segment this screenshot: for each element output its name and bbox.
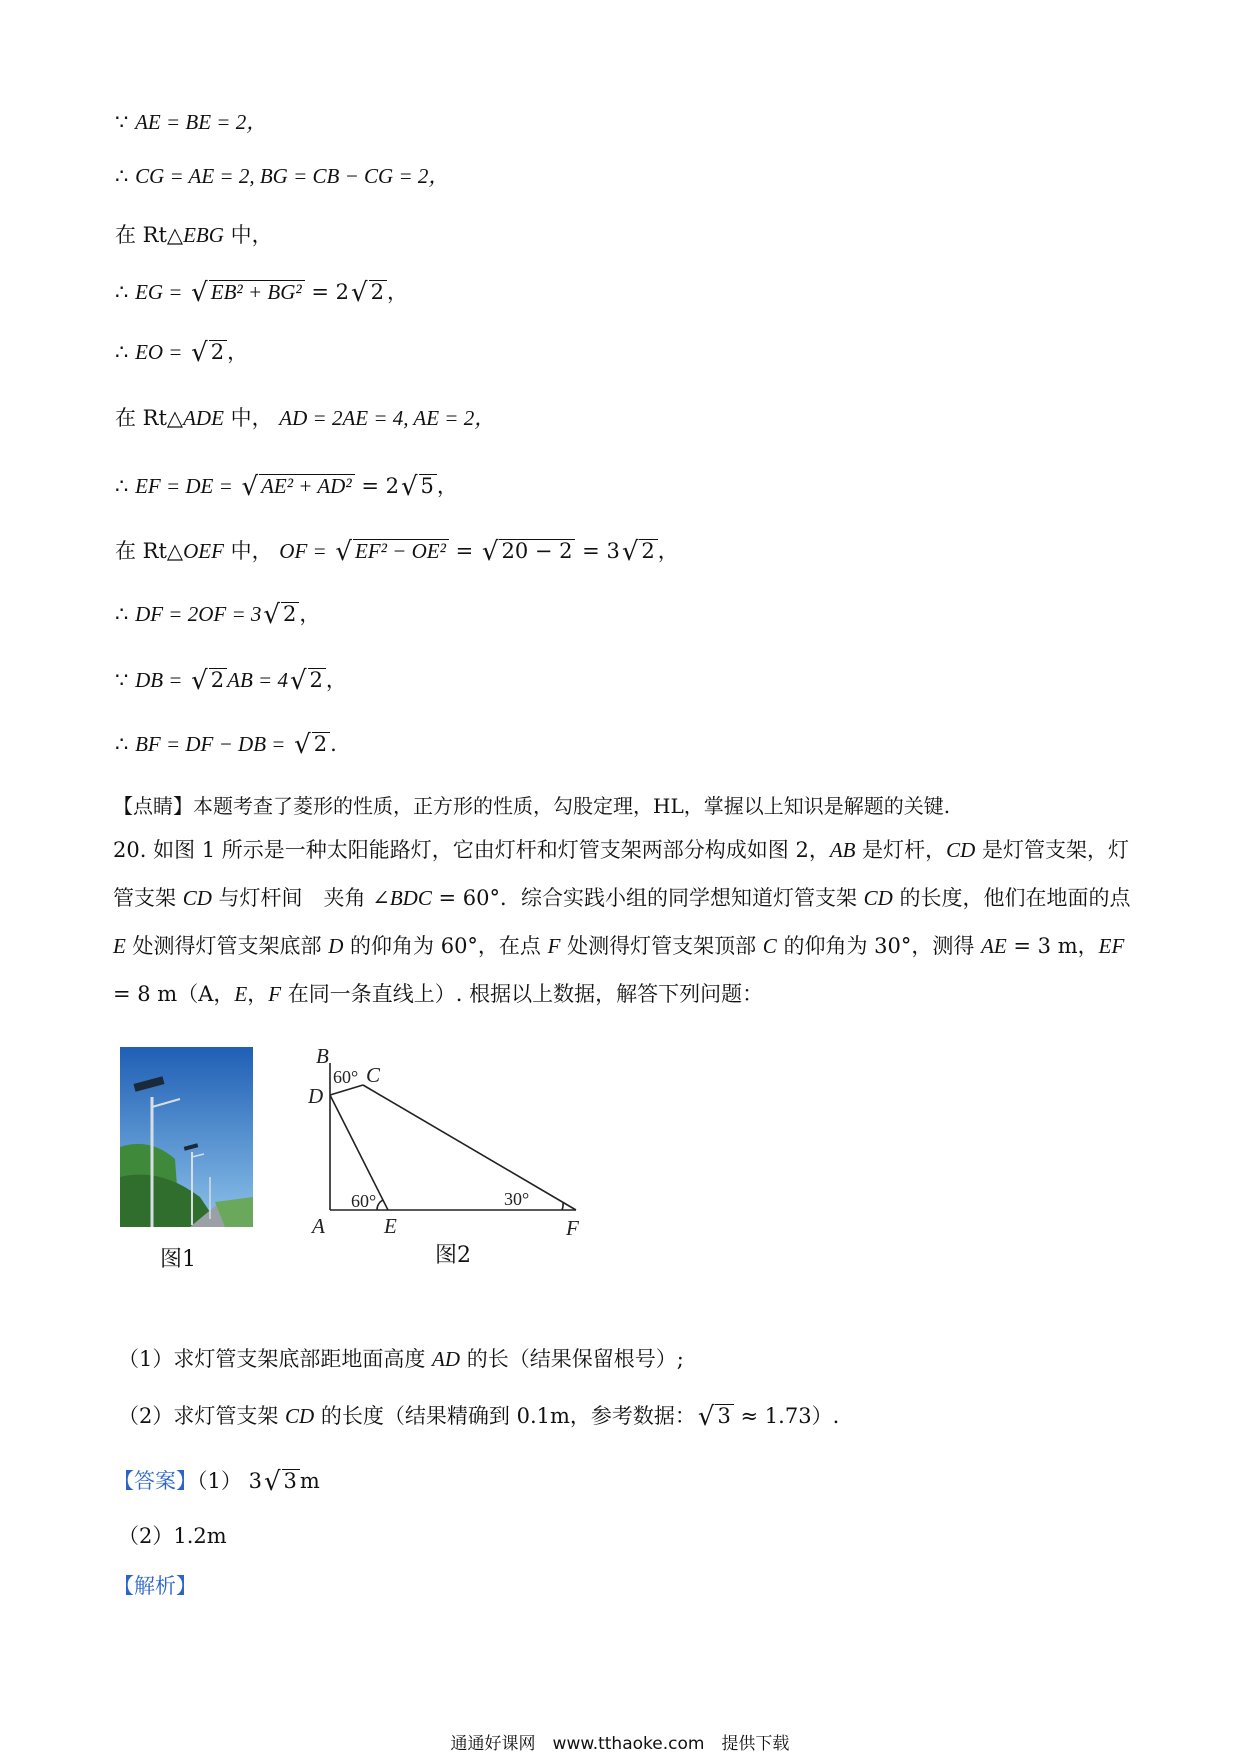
lhs: EO = xyxy=(135,340,183,364)
lhs: DB = xyxy=(135,668,183,692)
punct: ， xyxy=(227,340,249,364)
mid: AB = 4 xyxy=(227,668,288,692)
angle-label-f: 30° xyxy=(504,1189,530,1209)
text: 的长（结果保留根号）; xyxy=(460,1347,684,1371)
sqrt-icon: √ xyxy=(697,1402,715,1432)
radicand: 2 xyxy=(281,602,299,626)
radicand: 2 xyxy=(209,668,227,692)
solution-line-10 xyxy=(115,664,347,696)
lhs: EG = xyxy=(135,280,183,304)
angle-arc-f xyxy=(562,1203,563,1210)
solution-line-8 xyxy=(115,535,679,567)
triangle-name: ADE xyxy=(183,406,224,430)
radicand: 3 xyxy=(715,1404,733,1428)
text: 的长度（结果精确到 0.1m，参考数据： xyxy=(314,1404,696,1428)
answer-label: 【答案】 xyxy=(113,1469,197,1493)
punct: ， xyxy=(436,474,458,498)
solution-line-1 xyxy=(115,106,267,136)
sqrt-icon: √ xyxy=(335,537,352,567)
punct: . xyxy=(330,732,337,756)
footer: 通通好课网 www.tthaoke.com 提供下载 xyxy=(450,1734,790,1754)
lhs: EF = DE = xyxy=(135,474,233,498)
lhs: BF = DF − DB = xyxy=(135,732,286,756)
solution-line-4 xyxy=(115,276,408,308)
var: F xyxy=(268,982,282,1006)
sqrt-icon: √ xyxy=(191,278,208,308)
var: F xyxy=(547,934,561,958)
angle-label-top: 60° xyxy=(333,1067,359,1087)
sqrt-icon: √ xyxy=(481,537,499,567)
text: 处测得灯管支架底部 xyxy=(125,934,329,958)
text: 的长度，他们在地面的点 xyxy=(892,886,1131,910)
question-2 xyxy=(118,1400,839,1432)
therefore-symbol: ∴ xyxy=(115,280,129,304)
var: D xyxy=(328,934,344,958)
text: = 60°．综合实践小组的同学想知道灯管支架 xyxy=(431,886,864,910)
solution-line-9 xyxy=(115,598,320,630)
question-1 xyxy=(118,1343,684,1373)
text: 在 Rt△ xyxy=(115,539,184,563)
equals: = xyxy=(455,539,474,563)
text: 处测得灯管支架顶部 xyxy=(560,934,763,958)
sqrt-icon: √ xyxy=(191,338,208,368)
radicand: 20 − 2 xyxy=(499,539,575,563)
rhs: = 2 xyxy=(361,474,399,498)
label-c: C xyxy=(366,1063,381,1087)
sqrt-icon: √ xyxy=(241,472,259,502)
answer-2: （2）1.2m xyxy=(118,1524,227,1548)
var: AE xyxy=(981,934,1007,958)
solution-line-2 xyxy=(115,160,449,190)
text: ≈ 1.73）. xyxy=(733,1404,840,1428)
var: CD xyxy=(946,838,976,862)
solution-line-3 xyxy=(115,219,273,249)
text: 是灯管支架，灯管支架 xyxy=(113,838,1130,910)
text: （1） xyxy=(197,1469,242,1493)
radicand: 2 xyxy=(639,539,657,563)
var: E xyxy=(113,934,126,958)
label-f: F xyxy=(566,1216,579,1240)
radicand: 2 xyxy=(308,668,326,692)
figure-2-caption: 图2 xyxy=(435,1243,471,1268)
var: AB xyxy=(829,838,856,862)
sqrt-icon: √ xyxy=(400,472,418,502)
var: CD xyxy=(863,886,893,910)
comment-note: 【点睛】本题考查了菱形的性质，正方形的性质，勾股定理，HL，掌握以上知识是解题的关键. xyxy=(113,794,951,818)
answer-1 xyxy=(113,1465,320,1497)
figure-1-caption: 图1 xyxy=(160,1247,196,1272)
sqrt-icon: √ xyxy=(263,600,280,630)
segment-cf xyxy=(363,1085,576,1210)
solar-lamp-photo xyxy=(120,1047,253,1227)
punct: ， xyxy=(386,280,408,304)
radicand: 3 xyxy=(282,1469,300,1493)
because-symbol: ∵ xyxy=(115,110,129,134)
text: 在同一条直线上）. 根据以上数据，解答下列问题： xyxy=(281,982,764,1006)
sqrt-icon: √ xyxy=(294,730,311,760)
triangle-name: EBG xyxy=(183,223,224,247)
lhs: DF = 2OF = 3 xyxy=(135,602,262,626)
radicand: 2 xyxy=(312,732,330,756)
var: AD xyxy=(432,1347,461,1371)
text: （2）求灯管支架 xyxy=(118,1404,286,1428)
var: CD xyxy=(285,1404,315,1428)
equation: AE = BE = 2， xyxy=(135,110,268,134)
label-e: E xyxy=(384,1214,397,1238)
radicand: 2 xyxy=(369,280,387,304)
therefore-symbol: ∴ xyxy=(115,732,129,756)
triangle-name: OEF xyxy=(183,539,224,563)
rhs: = 3 xyxy=(582,539,620,563)
radicand: 2 xyxy=(209,340,227,364)
radicand: EF² − OE² xyxy=(353,539,449,563)
equation: AD = 2AE = 4, AE = 2， xyxy=(279,406,496,430)
punct: ， xyxy=(325,668,347,692)
text: 在 Rt△ xyxy=(115,223,184,247)
therefore-symbol: ∴ xyxy=(115,340,129,364)
analysis-label: 【解析】 xyxy=(113,1574,197,1598)
text: （1）求灯管支架底部距地面高度 xyxy=(118,1347,433,1371)
punct: ， xyxy=(299,602,321,626)
var: C xyxy=(762,934,777,958)
text: 中， xyxy=(223,539,273,563)
text: 在 Rt△ xyxy=(115,406,184,430)
angle-label-e: 60° xyxy=(351,1191,377,1211)
solution-line-7 xyxy=(115,470,458,502)
var: EF xyxy=(1098,934,1125,958)
coef: 3 xyxy=(248,1469,262,1493)
therefore-symbol: ∴ xyxy=(115,164,129,188)
sqrt-icon: √ xyxy=(289,666,307,696)
because-symbol: ∵ xyxy=(115,668,129,692)
text: = 3 m， xyxy=(1006,934,1099,958)
text: 的仰角为 30°，测得 xyxy=(776,934,982,958)
punct: ， xyxy=(657,539,679,563)
sqrt-icon: √ xyxy=(351,278,368,308)
radicand: AE² + AD² xyxy=(259,474,355,498)
geometry-diagram xyxy=(308,1045,598,1244)
text: ， xyxy=(247,982,269,1006)
unit: m xyxy=(299,1469,320,1493)
radicand: EB² + BG² xyxy=(209,280,305,304)
sqrt-icon: √ xyxy=(621,537,639,567)
rhs: = 2 xyxy=(311,280,349,304)
therefore-symbol: ∴ xyxy=(115,474,129,498)
lhs: OF = xyxy=(279,539,327,563)
text: 是灯杆， xyxy=(855,838,947,862)
therefore-symbol: ∴ xyxy=(115,602,129,626)
solution-line-11 xyxy=(115,730,337,760)
problem-20 xyxy=(113,826,1133,1018)
label-b: B xyxy=(316,1045,329,1068)
var: BDC xyxy=(389,886,432,910)
label-a: A xyxy=(312,1214,325,1238)
text: 中， xyxy=(223,223,273,247)
radicand: 5 xyxy=(419,474,437,498)
solution-line-5 xyxy=(115,336,248,368)
sqrt-icon: √ xyxy=(191,666,208,696)
text: 中， xyxy=(223,406,273,430)
var: E xyxy=(234,982,248,1006)
equation: CG = AE = 2, BG = CB − CG = 2， xyxy=(135,164,450,188)
sqrt-icon: √ xyxy=(263,1467,281,1497)
text: 与灯杆间 夹角 ∠ xyxy=(211,886,390,910)
angle-arc-e xyxy=(377,1200,383,1210)
solution-line-6 xyxy=(115,402,495,432)
text: 20. 如图 1 所示是一种太阳能路灯，它由灯杆和灯管支架两部分构成如图 2， xyxy=(113,838,830,862)
var: CD xyxy=(182,886,212,910)
label-d: D xyxy=(308,1084,324,1108)
text: 的仰角为 60°，在点 xyxy=(343,934,548,958)
text: = 8 m（A， xyxy=(113,982,235,1006)
